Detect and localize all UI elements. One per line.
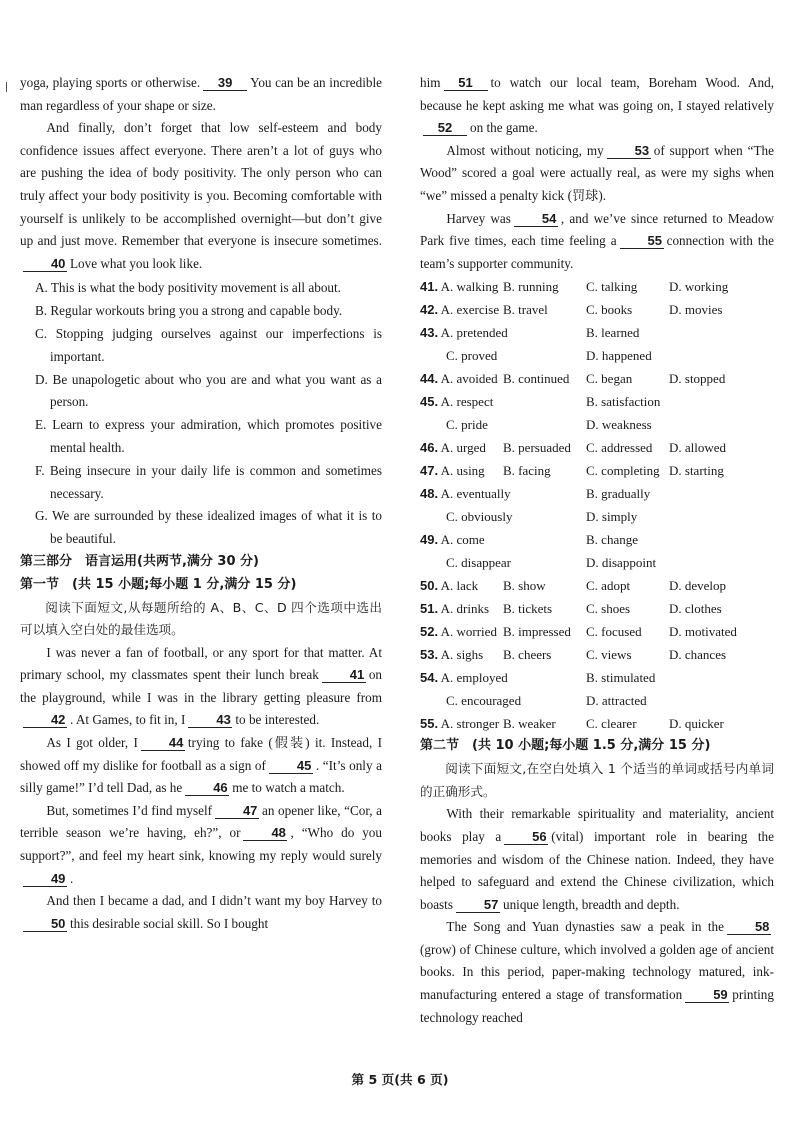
blank-57[interactable]: 57 [456, 897, 500, 913]
blank-46[interactable]: 46 [185, 780, 229, 796]
question-43-line-1: 43. A. pretended B. learned [420, 325, 640, 341]
section2-heading: 第二节 (共 10 小题;每小题 1.5 分,满分 15 分) [420, 738, 711, 754]
question-45-line-2: C. pride D. weakness [446, 417, 652, 433]
option-f: F. Being insecure in your daily life is common and sometimes necessary. [35, 462, 382, 501]
question-42: 42. A. exercise B. travel C. books D. movies [420, 302, 723, 318]
seven-options-list [20, 277, 382, 551]
question-48-line-2: C. obviously D. simply [446, 509, 638, 525]
blank-51[interactable]: 51 [444, 75, 488, 91]
grammar-paragraph-1: With their remarkable spirituality and materiality, ancient books play a 56 (vital) important role in bearing the memories and wisdom of the Chinese nation. Indeed, they have helped to safeguard and extend the Chinese civilization, which boasts 57 unique length, breadth and depth. [420, 806, 774, 912]
blank-44[interactable]: 44 [141, 735, 185, 751]
question-54-line-2: C. encouraged D. attracted [446, 693, 647, 709]
question-49-line-1: 49. A. come B. change [420, 532, 638, 548]
blank-40[interactable]: 40 [23, 256, 67, 272]
blank-55[interactable]: 55 [620, 233, 664, 249]
page-footer: 第 5 页(共 6 页) [351, 1072, 449, 1087]
question-49-line-2: C. disappear D. disappoint [446, 555, 657, 571]
blank-47[interactable]: 47 [215, 803, 259, 819]
question-54-line-1: 54. A. employed B. stimulated [420, 670, 656, 686]
question-46: 46. A. urged B. persuaded C. addressed D. allowed [420, 440, 727, 456]
question-51: 51. A. drinks B. tickets C. shoes D. clothes [420, 601, 722, 617]
blank-43[interactable]: 43 [188, 712, 232, 728]
left-paragraph-2: And finally, don’t forget that low self-esteem and body confidence issues affect everyone. There aren’t a lot of guys who are pushing the idea of body positivity. The only person who can truly affect your body positivity is you. Becoming comfortable with yourself is unlikely to be accomplished overnight—but don’t give up and just move. Remember that everyone is insecure sometimes. 40 Love what you look like. [20, 120, 382, 271]
question-44: 44. A. avoided B. continued C. began D. stopped [420, 371, 726, 387]
blank-52[interactable]: 52 [423, 120, 467, 136]
option-b: B. Regular workouts bring you a strong and capable body. [35, 303, 343, 319]
blank-54[interactable]: 54 [514, 211, 558, 227]
question-55: 55. A. stronger B. weaker C. clearer D. quicker [420, 716, 724, 732]
option-c: C. Stopping judging ourselves against our imperfections is important. [35, 325, 382, 364]
left-column [20, 72, 382, 935]
cloze-paragraph-3: But, sometimes I’d find myself 47 an opener like, “Cor, a terrible season we’re having, eh?”, or 48 , “Who do you support?”, and feel my heart sink, knowing my reply would surely 49 . [20, 802, 382, 886]
margin-mark [6, 82, 7, 92]
cloze-paragraph-2: As I got older, I 44 trying to fake (假装) it. Instead, I showed off my dislike for football as a sign of 45 . “It’s only a silly game!” I’d tell Dad, as he 46 me to watch a match. [20, 735, 382, 796]
blank-59[interactable]: 59 [685, 987, 729, 1003]
blank-58[interactable]: 58 [727, 919, 771, 935]
left-paragraph-1: yoga, playing sports or otherwise. 39 You can be an incredible man regardless of your shape or size. [20, 75, 383, 113]
blank-45[interactable]: 45 [269, 758, 313, 774]
cloze-paragraph-6: Almost without noticing, my 53 of support when “The Wood” scored a goal were actually real, as were my sighs when “we” missed a penalty kick (罚球). [420, 142, 775, 203]
blank-49[interactable]: 49 [23, 871, 67, 887]
section1-instruction: 阅读下面短文,从每题所给的 A、B、C、D 四个选项中选出可以填入空白处的最佳选项。 [20, 599, 382, 638]
option-a: A. This is what the body positivity movement is all about. [35, 280, 341, 296]
question-50: 50. A. lack B. show C. adopt D. develop [420, 578, 727, 594]
blank-53[interactable]: 53 [607, 143, 651, 159]
question-53: 53. A. sighs B. cheers C. views D. chances [420, 647, 727, 663]
grammar-paragraph-2: The Song and Yuan dynasties saw a peak in the 58 (grow) of Chinese culture, which involved a golden age of ancient books. In this period, paper-making technology matured, ink-manufacturing entered a stage of transformation 59 printing technology reached [420, 919, 774, 1025]
question-48-line-1: 48. A. eventually B. gradually [420, 486, 651, 502]
question-52: 52. A. worried B. impressed C. focused D. motivated [420, 624, 737, 640]
right-column [420, 72, 774, 1029]
blank-48[interactable]: 48 [243, 825, 287, 841]
cloze-paragraph-7: Harvey was 54 , and we’ve since returned to Meadow Park five times, each time feeling a 55 connection with the team’s supporter community. [420, 210, 774, 271]
option-d: D. Be unapologetic about who you are and what you want as a person. [35, 371, 382, 410]
blank-50[interactable]: 50 [23, 916, 67, 932]
option-e: E. Learn to express your admiration, which promotes positive mental health. [35, 417, 382, 455]
blank-39[interactable]: 39 [203, 75, 247, 91]
cloze-paragraph-5: him 51 to watch our local team, Boreham Wood. And, because he kept asking me what was going on, I stayed relatively 52 on the game. [420, 75, 774, 136]
part3-heading: 第三部分 语言运用(共两节,满分 30 分) [20, 553, 259, 569]
question-47: 47. A. using B. facing C. completing D. starting [420, 463, 724, 479]
question-43-line-2: C. proved D. happened [446, 348, 652, 364]
blank-56[interactable]: 56 [504, 829, 548, 845]
cloze-paragraph-1: I was never a fan of football, or any sport for that matter. At primary school, my classmates spent their lunch break 41 on the playground, while I was in the library getting pleasure from 42 . At Games, to fit in, I 43 to be interested. [20, 644, 382, 728]
cloze-paragraph-4: And then I became a dad, and I didn’t want my boy Harvey to 50 this desirable social skill. So I bought [20, 890, 382, 935]
question-41: 41. A. walking B. running C. talking D. working [420, 279, 729, 295]
question-list [420, 275, 774, 735]
question-45-line-1: 45. A. respect B. satisfaction [420, 394, 661, 410]
blank-42[interactable]: 42 [23, 712, 67, 728]
blank-41[interactable]: 41 [322, 667, 366, 683]
option-g: G. We are surrounded by these idealized images of what it is to be beautiful. [35, 508, 382, 547]
section1-heading: 第一节 (共 15 小题;每小题 1 分,满分 15 分) [20, 576, 297, 592]
section2-instruction: 阅读下面短文,在空白处填入 1 个适当的单词或括号内单词的正确形式。 [420, 761, 774, 799]
